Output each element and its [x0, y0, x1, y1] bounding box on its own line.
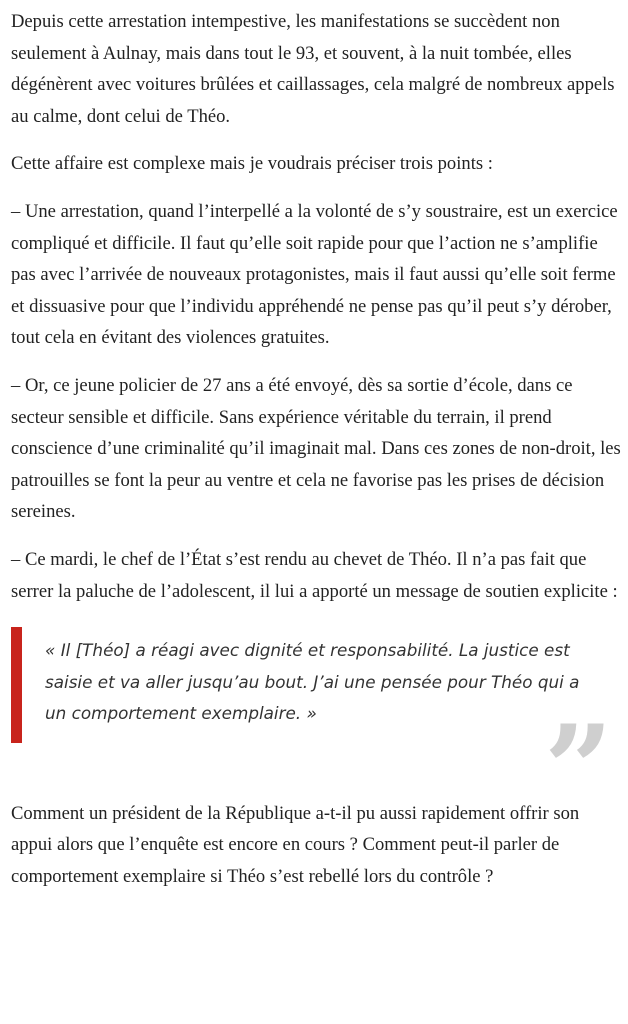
quote-text: « Il [Théo] a réagi avec dignité et responsabilité. La justice est saisie et va aller jusqu’au bout. J’ai une pensée pour Théo qui a un comportement exemplaire. » [45, 640, 580, 724]
paragraph-point-3: – Ce mardi, le chef de l’État s’est rendu au chevet de Théo. Il n’a pas fait que serrer la paluche de l’adolescent, il lui a apporté un message de soutien explicite : [11, 548, 618, 602]
closing-quote-icon: ” [543, 698, 613, 840]
paragraph-intro-points: Cette affaire est complexe mais je voudrais préciser trois points : [11, 153, 493, 175]
article-body [11, 6, 623, 908]
paragraph-point-2: – Or, ce jeune policier de 27 ans a été envoyé, dès sa sortie d’école, dans ce secteur sensible et difficile. Sans expérience véritable du terrain, il prend conscience d’une criminalité qu’il imaginait mal. Dans ces zones de non-droit, les patrouilles se font la peur au ventre et cela ne favorise pas les prises de décision sereines. [11, 374, 621, 523]
quote-accent-bar [11, 627, 22, 743]
paragraph-point-1: – Une arrestation, quand l’interpellé a la volonté de s’y soustraire, est un exercice compliqué et difficile. Il faut qu’elle soit rapide pour que l’action ne s’amplifie pas avec l’arrivée de nouveaux protagonistes, mais il faut aussi qu’elle soit ferme et dissuasive pour que l’individu appréhendé ne pense pas qu’il peut s’y dérober, tout cela en évitant des violences gratuites. [11, 200, 618, 349]
paragraph-questions: Comment un président de la République a-t-il pu aussi rapidement offrir son appui alors que l’enquête est encore en cours ? Comment peut-il parler de comportement exemplaire si Théo s’est rebellé lors du contrôle ? [11, 802, 580, 887]
paragraph-arrestation: Depuis cette arrestation intempestive, les manifestations se succèdent non seulement à Aulnay, mais dans tout le 93, et souvent, à la nuit tombée, elles dégénèrent avec voitures brûlées et caillassages, cela malgré de nombreux appels au calme, dont celui de Théo. [11, 11, 615, 127]
blockquote [11, 627, 623, 840]
